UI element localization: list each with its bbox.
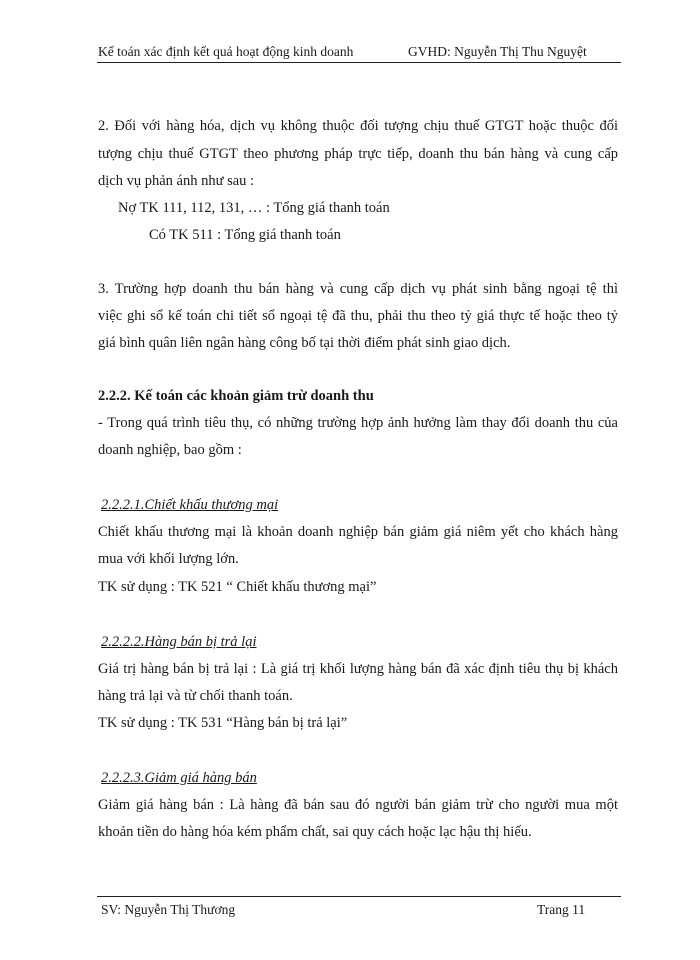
vat-debit-entry: Nợ TK 111, 112, 131, … : Tổng giá thanh toán — [118, 200, 390, 216]
vat-paragraph-line-3: dịch vụ phản ánh như sau : — [98, 173, 255, 189]
vat-paragraph-line-2: tượng chịu thuế GTGT theo phương pháp trực tiếp, doanh thu bán hàng và cung cấp — [98, 146, 618, 162]
foreign-paragraph-line-3: giá bình quân liên ngân hàng công bố tại thời điểm phát sinh giao dịch. — [98, 335, 511, 351]
deduction-intro-line-2: doanh nghiệp, bao gồm : — [98, 442, 242, 458]
header-instructor: GVHD: Nguyễn Thị Thu Nguyệt — [408, 44, 587, 59]
trade-discount-line-1: Chiết khấu thương mại là khoản doanh nghiệp bán giảm giá niêm yết cho khách hàng — [98, 524, 618, 540]
subheading-trade-discount: 2.2.2.1.Chiết khấu thương mại — [101, 497, 279, 513]
foreign-paragraph-line-2: việc ghi sổ kế toán chi tiết sổ ngoại tệ đã thu, phải thu theo tỷ giá thực tế hoặc theo tỷ — [98, 308, 618, 324]
footer-page-number: Trang 11 — [537, 902, 586, 917]
footer-divider — [97, 896, 621, 897]
sales-returns-line-1: Giá trị hàng bán bị trả lại : Là giá trị khối lượng hàng bán đã xác định tiêu thụ bị khách — [98, 661, 618, 677]
section-heading-2-2-2: 2.2.2. Kế toán các khoản giảm trừ doanh thu — [98, 388, 374, 404]
header-document-title: Kế toán xác định kết quả hoạt động kinh doanh — [98, 44, 354, 59]
sales-returns-account: TK sử dụng : TK 531 “Hàng bán bị trả lại” — [98, 715, 348, 731]
sales-returns-line-2: hàng trả lại và từ chối thanh toán. — [98, 688, 293, 704]
vat-paragraph-line-1: 2. Đối với hàng hóa, dịch vụ không thuộc đối tượng chịu thuế GTGT hoặc thuộc đối — [98, 118, 618, 134]
deduction-intro-line-1: - Trong quá trình tiêu thụ, có những trường hợp ảnh hưởng làm thay đổi doanh thu của — [98, 415, 618, 431]
subheading-sales-returns: 2.2.2.2.Hàng bán bị trả lại — [101, 634, 257, 650]
trade-discount-account: TK sử dụng : TK 521 “ Chiết khấu thương mại” — [98, 579, 377, 595]
trade-discount-line-2: mua với khối lượng lớn. — [98, 551, 239, 567]
header-divider — [97, 62, 621, 63]
footer-student-name: SV: Nguyễn Thị Thương — [101, 902, 236, 917]
vat-credit-entry: Có TK 511 : Tổng giá thanh toán — [149, 227, 341, 243]
foreign-paragraph-line-1: 3. Trường hợp doanh thu bán hàng và cung cấp dịch vụ phát sinh bằng ngoại tệ thì — [98, 281, 618, 297]
sales-allowances-line-1: Giảm giá hàng bán : Là hàng đã bán sau đó người bán giảm trừ cho người mua một — [98, 797, 618, 813]
sales-allowances-line-2: khoản tiền do hàng hóa kém phẩm chất, sai quy cách hoặc lạc hậu thị hiếu. — [98, 824, 532, 840]
subheading-sales-allowances: 2.2.2.3.Giảm giá hàng bán — [101, 770, 257, 786]
